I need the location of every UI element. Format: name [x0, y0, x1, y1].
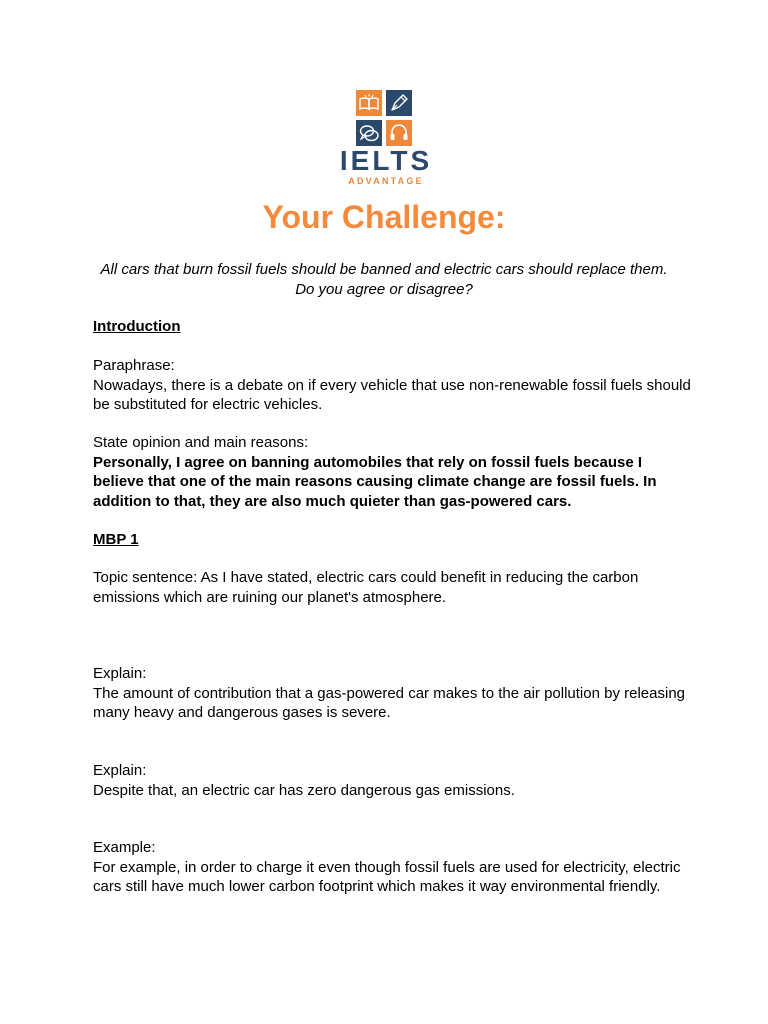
- open-book-icon: [356, 90, 382, 116]
- explain-label: Explain:: [93, 665, 147, 682]
- opinion-label: State opinion and main reasons:: [93, 434, 309, 451]
- ielts-advantage-logo: [336, 90, 436, 186]
- essay-prompt: All cars that burn fossil fuels should be banned and electric cars should replace them. Do you agree or disagree?: [100, 261, 668, 298]
- section-heading: MBP 1: [93, 531, 139, 548]
- explain-text: Despite that, an electric car has zero dangerous gas emissions.: [93, 781, 515, 799]
- headphones-icon: [386, 120, 412, 146]
- explain-section-1: [93, 664, 693, 723]
- paraphrase-text: Nowadays, there is a debate on if every vehicle that use non-renewable fossil fuels should be substituted for electric vehicles.: [93, 376, 691, 413]
- explain-label: Explain:: [93, 762, 147, 779]
- opinion-section: [93, 433, 693, 511]
- mbp1-heading: [93, 530, 693, 550]
- explain-section-2: [93, 761, 693, 800]
- paraphrase-label: Paraphrase:: [93, 357, 175, 374]
- logo-wordmark: IELTS: [339, 145, 433, 176]
- logo-subtitle: ADVANTAGE: [348, 176, 424, 186]
- topic-sentence: Topic sentence: As I have stated, electric cars could benefit in reducing the carbon emissions which are ruining our planet's atmosphere.: [93, 569, 639, 606]
- example-text: For example, in order to charge it even though fossil fuels are used for electricity, electric cars still have much lower carbon footprint which makes it way environmental friendly.: [93, 858, 681, 895]
- page-title: Your Challenge:: [262, 199, 506, 235]
- speech-bubbles-icon: [356, 120, 382, 146]
- example-section: [93, 838, 693, 897]
- introduction-heading: [93, 317, 693, 337]
- section-heading: Introduction: [93, 318, 181, 335]
- opinion-text: Personally, I agree on banning automobiles that rely on fossil fuels because I believe that one of the main reasons causing climate change are fossil fuels. In addition to that, they are also much quieter than gas-powered cars.: [93, 453, 657, 510]
- pen-nib-icon: [386, 90, 412, 116]
- example-label: Example:: [93, 839, 156, 856]
- explain-text: The amount of contribution that a gas-powered car makes to the air pollution by releasing many heavy and dangerous gases is severe.: [93, 684, 686, 721]
- paraphrase-section: [93, 356, 693, 415]
- logo-icon-grid: [356, 90, 412, 146]
